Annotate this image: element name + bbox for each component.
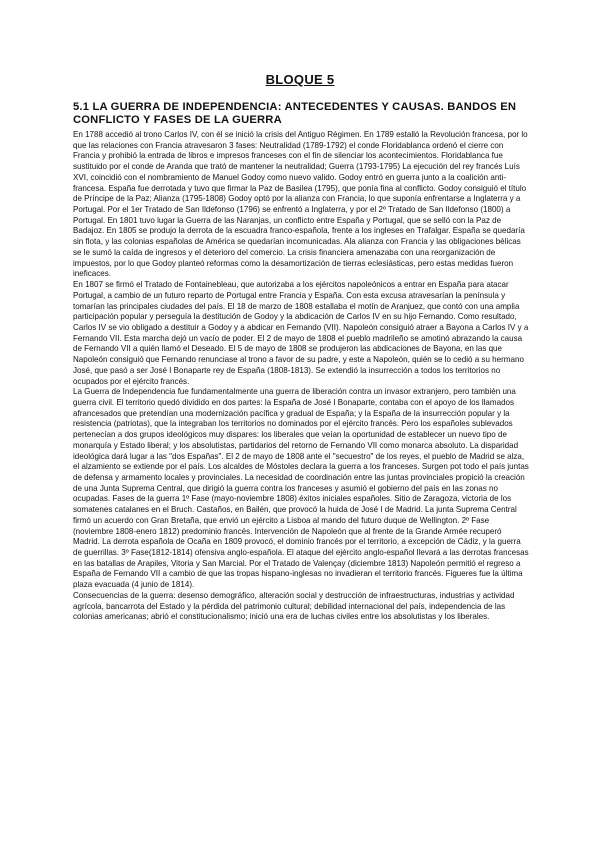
document-title: BLOQUE 5 [265, 72, 335, 87]
paragraph-causas: En 1807 se firmó el Tratado de Fontainebleau, que autorizaba a los ejércitos napoleónicos a entrar en España para atacar Portugal, a cambio de un futuro reparto de Portugal entre Francia y España. Con esta excusa atravesarían la península y tomarían las principales ciudades del país. El 18 de marzo de 1808 estallaba el motín de Aranjuez, que contó con una amplia participación popular y perseguía la destitución de Godoy y la abdicación de Carlos IV en su hijo Fernando. Como resultado, Carlos IV se vio obligado a destituir a Godoy y a abdicar en Fernando (VII). Napoleón consiguió atraer a Bayona a Carlos IV y a Fernando VII. Esta marcha dejó un vacío de poder. El 2 de mayo de 1808 el pueblo madrileño se amotinó abrazando la causa de Fernando VII a quién llamó el Deseado. El 5 de mayo de 1808 se produjeron las abdicaciones de Bayona, en las que Napoleón consiguió que Fernando renunciase al trono a favor de su padre, y este a Napoleón, quién se lo cedió a su hermano José, que pasó a ser José I Bonaparte rey de España (1808-1813). Se extendió la insurrección a todos los territorios no ocupados por el ejército francés. [73, 280, 529, 386]
document-body [73, 130, 529, 623]
paragraph-consecuencias: Consecuencias de la guerra: desenso demográfico, alteración social y destrucción de infraestructuras, industrias y actividad agrícola, bancarrota del Estado y la pérdida del patrimonio cultural; debilidad internacional del país, independencia de las colonias americanas; abrió el constitucionalismo; inició una era de luchas civiles entre los absolutistas y los liberales. [73, 590, 515, 622]
paragraph-antecedentes: En 1788 accedió al trono Carlos IV, con él se inició la crisis del Antiguo Régimen. En 1789 estalló la Revolución francesa, por lo que las relaciones con Francia atravesaron 3 fases: Neutralidad (1789-1792) el conde Floridablanca ordenó el cierre con Francia y prohibió la entrada de libros e impresos franceses con el fin de silenciar los acontecimientos. Floridablanca fue sustituido por el conde de Aranda que trató de mantener la neutralidad; Guerra (1793-1795) La ejecución del rey francés Luís XVI, coincidió con el nombramiento de Manuel Godoy como nuevo valido. Godoy entró en guerra junto a la coalición anti-francesa. España fue derrotada y tuvo que firmar la Paz de Basilea (1795), que ponía fina al conflicto. Godoy consiguió el título de Príncipe de la Paz; Alianza (1795-1808) Godoy optó por la alianza con Francia, lo que suponía enfrentarse a Inglaterra y a Portugal. Por el 1er Tratado de San Ildefonso (1796) se enfrentó a Inglaterra, y por el 2º Tratado de San Ildefonso (1800) a Portugal. En 1801 tuvo lugar la Guerra de las Naranjas, un conflicto entre España y Portugal, que se selló con la Paz de Badajoz. En 1805 se produjo la derrota de la escuadra franco-española, frente a los ingleses en Trafalgar. España se quedaría sin flota, y las colonias españolas de América se quedarían incomunicadas. Ala alianza con Francia y las obligaciones bélicas se le sumó la caída de ingresos y el deterioro del comercio. La crisis financiera amenazaba con una reorganización de impuestos, por lo que Godoy planteó reformas como la desamortización de tierras eclesiásticas, pero estas medidas fueron ineficaces. [73, 130, 528, 279]
section-heading: 5.1 LA GUERRA DE INDEPENDENCIA: ANTECEDENTES Y CAUSAS. BANDOS EN CONFLICTO Y FASES DE LA GUERRA [73, 101, 517, 126]
paragraph-bandos-fases: La Guerra de Independencia fue fundamentalmente una guerra de liberación contra un invasor extranjero, pero también una guerra civil. El territorio quedó dividido en dos partes: la España de José I Bonaparte, contaba con el apoyo de los llamados afrancesados que pretendían una modernización pacífica y gradual de España; y la España de la insurrección popular y la resistencia (patriotas), que la integraban los territorios no dominados por el ejército francés. Pero los españoles sublevados pertenecían a dos grupos ideológicos muy dispares: los liberales que veían la oportunidad de establecer un nuevo tipo de monarquía y Estado liberal; y los absolutistas, partidarios del retorno de Fernando VII como monarca absoluto. La disparidad ideológica dará lugar a las "dos Españas". El 2 de mayo de 1808 ante el "secuestro" de los reyes, el pueblo de Madrid se alza, el alzamiento se extiende por el país. Los alcaldes de Móstoles declara la guerra a los franceses. Surgen pot todo el país juntas de defensa y armamento locales y provinciales. La necesidad de coordinación entre las juntas provinciales propició la creación de una Junta Suprema Central, que dirigió la guerra contra los franceses y asumió el gobierno del país en las zonas no ocupadas. Fases de la guerra 1º Fase (mayo-noviembre 1808) éxitos iniciales españoles. Sitio de Zaragoza, victoria de los somatenes catalanes en el Bruch. Castaños, en Bailén, que provocó la huida de José I de Madrid. La junta Suprema Central firmó un acuerdo con Gran Bretaña, que envió un ejército a Lisboa al mando del futuro duque de Wellington. 2º Fase (noviembre 1808-enero 1812) predominio francés. Intervención de Napoleón que al frente de la Grande Armée recuperó Madrid. La derrota española de Ocaña en 1809 provocó, el dominio francés por el territorio, a excepción de Cádiz, y la guerra de guerrillas. 3º Fase(1812-1814) ofensiva anglo-española. El ataque del ejército anglo-español llevará a las derrotas francesas en las batallas de Arapiles, Vitoria y San Marcial. Por el Tratado de Valençay (diciembre 1813) Napoleón permitió el regreso a España de Fernando VII a cambio de que las tropas hispano-inglesas no invadieran el territorio francés. Figueres fue la última plaza evacuada (4 junio de 1814). [73, 387, 529, 590]
